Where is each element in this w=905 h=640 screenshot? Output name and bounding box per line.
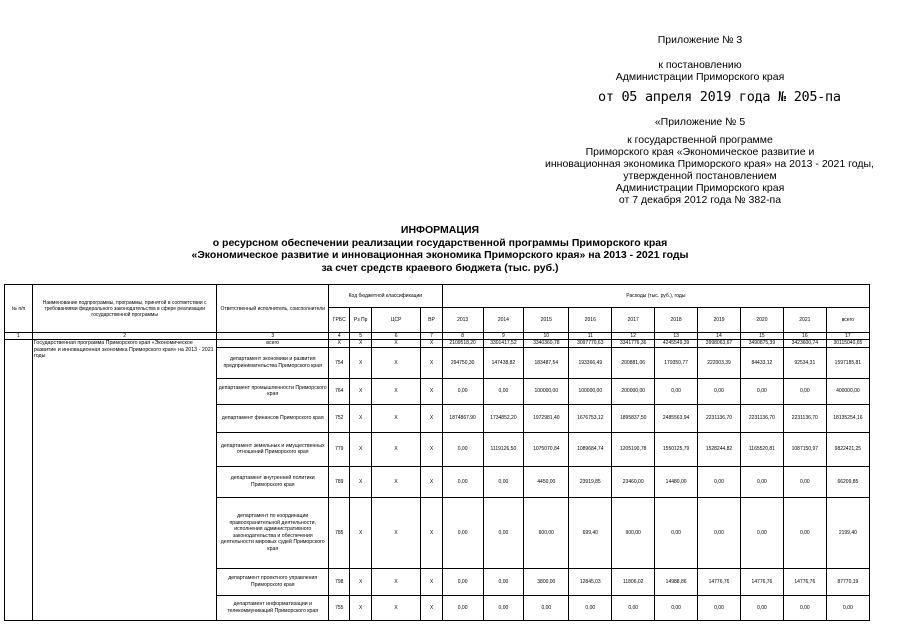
value-cell: 2231136,70 <box>783 404 826 432</box>
csr-cell: X <box>371 404 420 432</box>
csr-cell: X <box>371 568 420 595</box>
col-number: 3 <box>217 333 329 340</box>
value-cell: 3800,00 <box>524 568 569 595</box>
rzpr-cell: X <box>350 432 371 466</box>
value-cell: 1075070,84 <box>524 432 569 466</box>
header-total: всего <box>826 308 869 333</box>
grbs-cell: 798 <box>329 568 350 595</box>
program-line: Администрации Приморского края <box>615 182 785 194</box>
header-name: Наименование подпрограммы, программы, принятой в соответствии с требованиями федерального законодательства в сфере реализации государственной программы <box>32 285 217 333</box>
col-number: 15 <box>740 333 783 340</box>
value-cell: 11806,02 <box>612 568 655 595</box>
value-cell: 1205190,78 <box>612 432 655 466</box>
value-cell: 0,00 <box>524 595 569 620</box>
order-date-number: от 05 апреля 2019 года № 205-па <box>598 89 841 105</box>
vr-cell: X <box>421 466 442 497</box>
header-year: 2013 <box>442 308 483 333</box>
value-cell: 2231136,70 <box>698 404 741 432</box>
col-number: 12 <box>612 333 655 340</box>
vr-cell: X <box>421 340 442 348</box>
col-number: 4 <box>329 333 350 340</box>
grbs-cell: 785 <box>329 497 350 568</box>
rzpr-cell: X <box>350 568 371 595</box>
header-grbs: ГРБС <box>329 308 350 333</box>
value-cell: 1895837,50 <box>612 404 655 432</box>
responsible-cell: департамент проектного управления Приморского края <box>217 568 329 595</box>
grbs-cell: 754 <box>329 347 350 378</box>
value-cell: 0,00 <box>655 497 698 568</box>
program-line: Приморского края «Экономическое развитие и <box>585 146 815 158</box>
value-cell: 3097770,63 <box>569 340 612 348</box>
col-number: 7 <box>421 333 442 340</box>
value-cell: 0,00 <box>483 378 524 404</box>
title-line: «Экономическое развитие и инновационная экономика Приморского края» на 2013 - 2021 годы <box>191 249 689 261</box>
value-cell: 0,00 <box>826 595 869 620</box>
responsible-cell: департамент внутренней политики Приморского края <box>217 466 329 497</box>
value-cell: 23919,85 <box>569 466 612 497</box>
value-cell: 0,00 <box>569 595 612 620</box>
value-cell: 1734852,20 <box>483 404 524 432</box>
value-cell: 0,00 <box>483 568 524 595</box>
header-csr: ЦСР <box>371 308 420 333</box>
header-year: 2015 <box>524 308 569 333</box>
csr-cell: X <box>371 347 420 378</box>
value-cell: 0,00 <box>740 466 783 497</box>
value-cell: 0,00 <box>483 466 524 497</box>
value-cell: 0,00 <box>655 595 698 620</box>
value-cell: 400000,00 <box>826 378 869 404</box>
value-cell: 0,00 <box>740 497 783 568</box>
grbs-cell: 789 <box>329 466 350 497</box>
appendix-5-label: «Приложение № 5 <box>654 116 746 128</box>
program-line: инновационная экономика Приморского края» на 2013 - 2021 годы, <box>545 158 874 170</box>
value-cell: 1165520,81 <box>740 432 783 466</box>
value-cell: 3490875,39 <box>740 340 783 348</box>
col-number: 1 <box>5 333 33 340</box>
header-vr: ВР <box>421 308 442 333</box>
table-row <box>5 340 870 348</box>
value-cell: 66209,85 <box>826 466 869 497</box>
grbs-cell: 755 <box>329 595 350 620</box>
value-cell: 84433,12 <box>740 347 783 378</box>
csr-cell: X <box>371 595 420 620</box>
col-number: 10 <box>524 333 569 340</box>
rzpr-cell: X <box>350 347 371 378</box>
value-cell: 3301417,52 <box>483 340 524 348</box>
value-cell: 147438,82 <box>483 347 524 378</box>
responsible-cell: департамент промышленности Приморского края <box>217 378 329 404</box>
responsible-cell: департамент финансов Приморского края <box>217 404 329 432</box>
header-year: 2019 <box>698 308 741 333</box>
rzpr-cell: X <box>350 497 371 568</box>
value-cell: 0,00 <box>698 466 741 497</box>
header-year: 2017 <box>612 308 655 333</box>
col-number: 2 <box>32 333 217 340</box>
col-number: 8 <box>442 333 483 340</box>
csr-cell: X <box>371 340 420 348</box>
title-line: за счет средств краевого бюджета (тыс. руб.) <box>321 261 559 274</box>
value-cell: 12845,03 <box>569 568 612 595</box>
value-cell: 14776,76 <box>698 568 741 595</box>
program-reference <box>545 134 874 206</box>
col-number: 6 <box>371 333 420 340</box>
value-cell: 2485563,94 <box>655 404 698 432</box>
value-cell: 1087150,97 <box>783 432 826 466</box>
value-cell: 0,00 <box>783 595 826 620</box>
appendix-3-label: Приложение № 3 <box>657 34 743 46</box>
row-num-cell <box>5 340 33 621</box>
value-cell: 14480,00 <box>655 466 698 497</box>
header-num: № п/п <box>5 285 33 333</box>
value-cell: 30115040,65 <box>826 340 869 348</box>
value-cell: 0,00 <box>698 595 741 620</box>
responsible-cell: департамент экономики и развития предпринимательства Приморского края <box>217 347 329 378</box>
responsible-cell: департамент информатизации и телекоммуникаций Приморского края <box>217 595 329 620</box>
value-cell: 1550125,79 <box>655 432 698 466</box>
vr-cell: X <box>421 432 442 466</box>
value-cell: 92534,31 <box>783 347 826 378</box>
header-expenses: Расходы (тыс. руб.), годы <box>442 285 869 308</box>
value-cell: 2231136,70 <box>740 404 783 432</box>
resource-table <box>4 284 870 621</box>
value-cell: 9822421,25 <box>826 432 869 466</box>
col-number: 14 <box>698 333 741 340</box>
rzpr-cell: X <box>350 340 371 348</box>
value-cell: 600,00 <box>524 497 569 568</box>
responsible-cell: всего <box>217 340 329 348</box>
col-number: 16 <box>783 333 826 340</box>
value-cell: 3340360,78 <box>524 340 569 348</box>
value-cell: 18135254,16 <box>826 404 869 432</box>
value-cell: 0,00 <box>783 497 826 568</box>
value-cell: 200000,00 <box>612 378 655 404</box>
header-budget-code: Код бюджетной классификации <box>329 285 443 308</box>
value-cell: 14988,86 <box>655 568 698 595</box>
value-cell: 1972981,40 <box>524 404 569 432</box>
responsible-cell: департамент земельных и имущественных отношений Приморского края <box>217 432 329 466</box>
value-cell: 0,00 <box>442 595 483 620</box>
col-number: 5 <box>350 333 371 340</box>
vr-cell: X <box>421 404 442 432</box>
grbs-cell: 779 <box>329 432 350 466</box>
value-cell: 1528244,82 <box>698 432 741 466</box>
value-cell: 100000,00 <box>569 378 612 404</box>
vr-cell: X <box>421 595 442 620</box>
to-resolution-label: к постановлению <box>658 59 742 71</box>
value-cell: 0,00 <box>655 378 698 404</box>
value-cell: 0,00 <box>442 497 483 568</box>
header-year: 2018 <box>655 308 698 333</box>
grbs-cell: 764 <box>329 378 350 404</box>
csr-cell: X <box>371 432 420 466</box>
value-cell: 1676753,12 <box>569 404 612 432</box>
value-cell: 0,00 <box>483 595 524 620</box>
value-cell: 100000,00 <box>524 378 569 404</box>
vr-cell: X <box>421 568 442 595</box>
header-year: 2020 <box>740 308 783 333</box>
vr-cell: X <box>421 378 442 404</box>
vr-cell: X <box>421 347 442 378</box>
value-cell: 0,00 <box>698 378 741 404</box>
value-cell: 294750,30 <box>442 347 483 378</box>
col-number: 13 <box>655 333 698 340</box>
program-line: к государственной программе <box>627 134 773 146</box>
value-cell: 0,00 <box>442 568 483 595</box>
value-cell: 1119126,50 <box>483 432 524 466</box>
grbs-cell: X <box>329 340 350 348</box>
rzpr-cell: X <box>350 466 371 497</box>
header-year: 2014 <box>483 308 524 333</box>
value-cell: 2199,40 <box>826 497 869 568</box>
value-cell: 4245549,39 <box>655 340 698 348</box>
rzpr-cell: X <box>350 404 371 432</box>
col-number: 9 <box>483 333 524 340</box>
value-cell: 222003,39 <box>698 347 741 378</box>
value-cell: 193366,49 <box>569 347 612 378</box>
csr-cell: X <box>371 466 420 497</box>
value-cell: 0,00 <box>442 466 483 497</box>
value-cell: 0,00 <box>783 378 826 404</box>
value-cell: 23460,00 <box>612 466 655 497</box>
value-cell: 699,40 <box>569 497 612 568</box>
value-cell: 0,00 <box>612 595 655 620</box>
value-cell: 3423600,74 <box>783 340 826 348</box>
header-responsible: Ответственный исполнитель, соисполнители <box>217 285 329 333</box>
value-cell: 183487,54 <box>524 347 569 378</box>
csr-cell: X <box>371 497 420 568</box>
value-cell: 0,00 <box>740 595 783 620</box>
value-cell: 0,00 <box>442 378 483 404</box>
value-cell: 1089684,74 <box>569 432 612 466</box>
value-cell: 14776,76 <box>783 568 826 595</box>
value-cell: 3341776,36 <box>612 340 655 348</box>
value-cell: 0,00 <box>740 378 783 404</box>
col-number: 17 <box>826 333 869 340</box>
header-rzpr: Рз Пр <box>350 308 371 333</box>
value-cell: 87770,19 <box>826 568 869 595</box>
responsible-cell: департамент по координации правоохранительной деятельности, исполнения административного законодательства и обеспечения деятельности мировых судей Приморского края <box>217 497 329 568</box>
rzpr-cell: X <box>350 595 371 620</box>
header-year: 2021 <box>783 308 826 333</box>
value-cell: 1597185,81 <box>826 347 869 378</box>
program-name: Государственная программа Приморского края «Экономическое развитие и инновационная экономика Приморского края» на 2013 - 2021 годы <box>32 340 217 621</box>
value-cell: 0,00 <box>442 432 483 466</box>
rzpr-cell: X <box>350 378 371 404</box>
value-cell: 0,00 <box>783 466 826 497</box>
program-line: утвержденной постановлением <box>623 170 777 182</box>
header-year: 2016 <box>569 308 612 333</box>
value-cell: 200881,06 <box>612 347 655 378</box>
value-cell: 14776,76 <box>740 568 783 595</box>
value-cell: 1874867,90 <box>442 404 483 432</box>
value-cell: 2109518,20 <box>442 340 483 348</box>
program-line: от 7 декабря 2012 года № 382-па <box>618 194 782 206</box>
administration-label: Администрации Приморского края <box>615 71 785 83</box>
document-title <box>160 224 720 274</box>
value-cell: 3998063,67 <box>698 340 741 348</box>
value-cell: 0,00 <box>698 497 741 568</box>
value-cell: 179350,77 <box>655 347 698 378</box>
grbs-cell: 752 <box>329 404 350 432</box>
value-cell: 0,00 <box>483 497 524 568</box>
col-number: 11 <box>569 333 612 340</box>
title-line: ИНФОРМАЦИЯ <box>400 224 480 236</box>
title-line: о ресурсном обеспечении реализации государственной программы Приморского края <box>212 236 668 249</box>
vr-cell: X <box>421 497 442 568</box>
csr-cell: X <box>371 378 420 404</box>
value-cell: 900,00 <box>612 497 655 568</box>
value-cell: 4450,00 <box>524 466 569 497</box>
